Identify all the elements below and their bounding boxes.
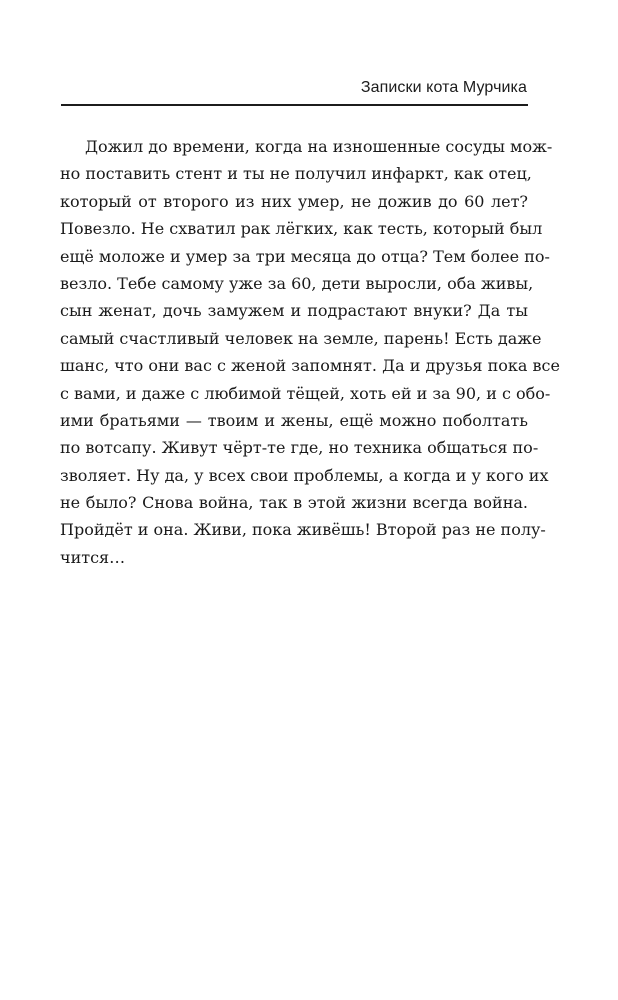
text-line: шанс, что они вас с женой запомнят. Да и друзья пока все — [60, 356, 560, 376]
header-rule — [61, 104, 528, 106]
text-line: Пройдёт и она. Живи, пока живёшь! Второй раз не полу- — [60, 520, 546, 540]
text-line: который от второго из них умер, не дожив до 60 лет? — [60, 191, 528, 211]
text-line: чится… — [60, 547, 126, 567]
running-header-title: Записки кота Мурчика — [360, 79, 527, 96]
text-line: ими братьями — твоим и жены, ещё можно поболтать — [60, 410, 528, 430]
text-line: зволяет. Ну да, у всех свои проблемы, а когда и у кого их — [60, 465, 549, 485]
text-line: везло. Тебе самому уже за 60, дети выросли, оба живы, — [60, 273, 534, 293]
text-line: но поставить стент и ты не получил инфаркт, как отец, — [60, 164, 532, 184]
text-line: самый счастливый человек на земле, парень! Есть даже — [60, 328, 542, 348]
text-line: по вотсапу. Живут чёрт-те где, но техника общаться по- — [60, 438, 539, 458]
body-paragraph — [60, 133, 560, 571]
text-line: не было? Снова война, так в этой жизни всегда война. — [60, 493, 528, 513]
text-line: с вами, и даже с любимой тёщей, хоть ей и за 90, и с обо- — [60, 383, 551, 403]
text-line: Повезло. Не схватил рак лёгких, как тесть, который был — [60, 219, 543, 239]
text-line: сын женат, дочь замужем и подрастают внуки? Да ты — [60, 301, 528, 321]
text-line: ещё моложе и умер за три месяца до отца? Тем более по- — [60, 246, 550, 266]
text-line: Дожил до времени, когда на изношенные сосуды мож- — [85, 137, 553, 156]
